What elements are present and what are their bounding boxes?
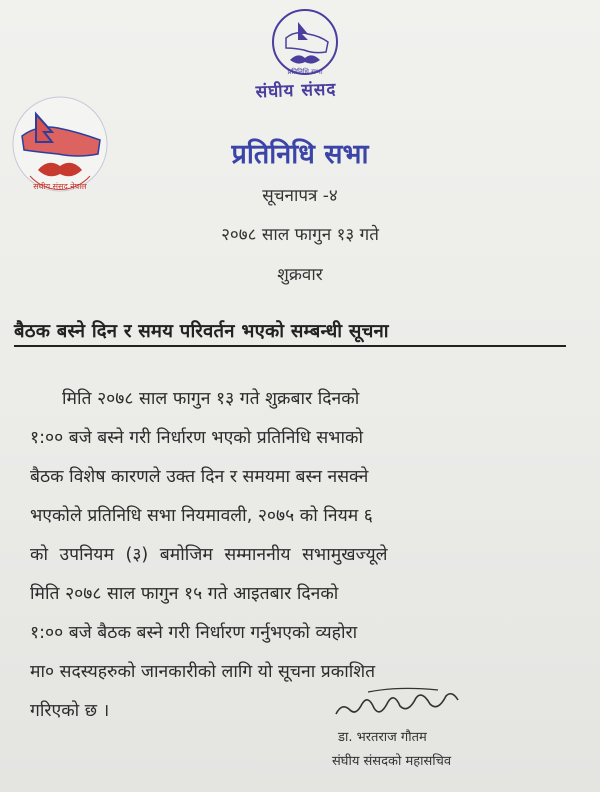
body-line: को उपनियम (३) बमोजिम सम्माननीय सभामुखज्यूले: [30, 545, 388, 565]
subject-underline: [14, 345, 566, 347]
body-line: १:०० बजे बैठक बस्ने गरी निर्धारण गर्नुभएको व्यहोरा: [30, 623, 358, 643]
body-line: गरिएको छ ।: [30, 701, 110, 721]
house-seal-icon: [268, 8, 342, 78]
signatory-name: डा. भरतराज गौतम: [338, 730, 427, 745]
top-logo-caption: प्रतिनिधि सभा: [287, 68, 323, 76]
body-line: भएकोले प्रतिनिधि सभा नियमावली, २०७५ को नियम ६: [30, 506, 373, 526]
body-line: मिति २०७८ साल फागुन १३ गते शुक्रबार दिनको: [62, 389, 360, 409]
page-title: प्रतिनिधि सभा: [231, 139, 369, 170]
body-line: मा० सदस्यहरुको जानकारीको लागि यो सूचना प्रकाशित: [30, 662, 376, 682]
notice-date: २०७८ साल फागुन १३ गते: [221, 225, 379, 245]
seal-text: संघीय संसद: [255, 79, 337, 103]
left-logo-caption: संघीय संसद नेपाल: [33, 182, 87, 191]
notice-subject: बैठक बस्ने दिन र समय परिवर्तन भएको सम्बन्धी सूचना: [14, 321, 389, 342]
notice-number: सूचनापत्र -४: [262, 186, 338, 206]
body-line: मिति २०७८ साल फागुन १५ गते आइतबार दिनको: [30, 584, 339, 604]
signature-scribble: [328, 684, 464, 722]
body-line: १:०० बजे बस्ने गरी निर्धारण भएको प्रतिनिधि सभाको: [30, 428, 363, 448]
signatory-title: संघीय संसदको महासचिव: [332, 754, 452, 769]
body-line: बैठक विशेष कारणले उक्त दिन र समयमा बस्न नसक्ने: [30, 467, 369, 487]
notice-weekday: शुक्रवार: [277, 265, 323, 285]
